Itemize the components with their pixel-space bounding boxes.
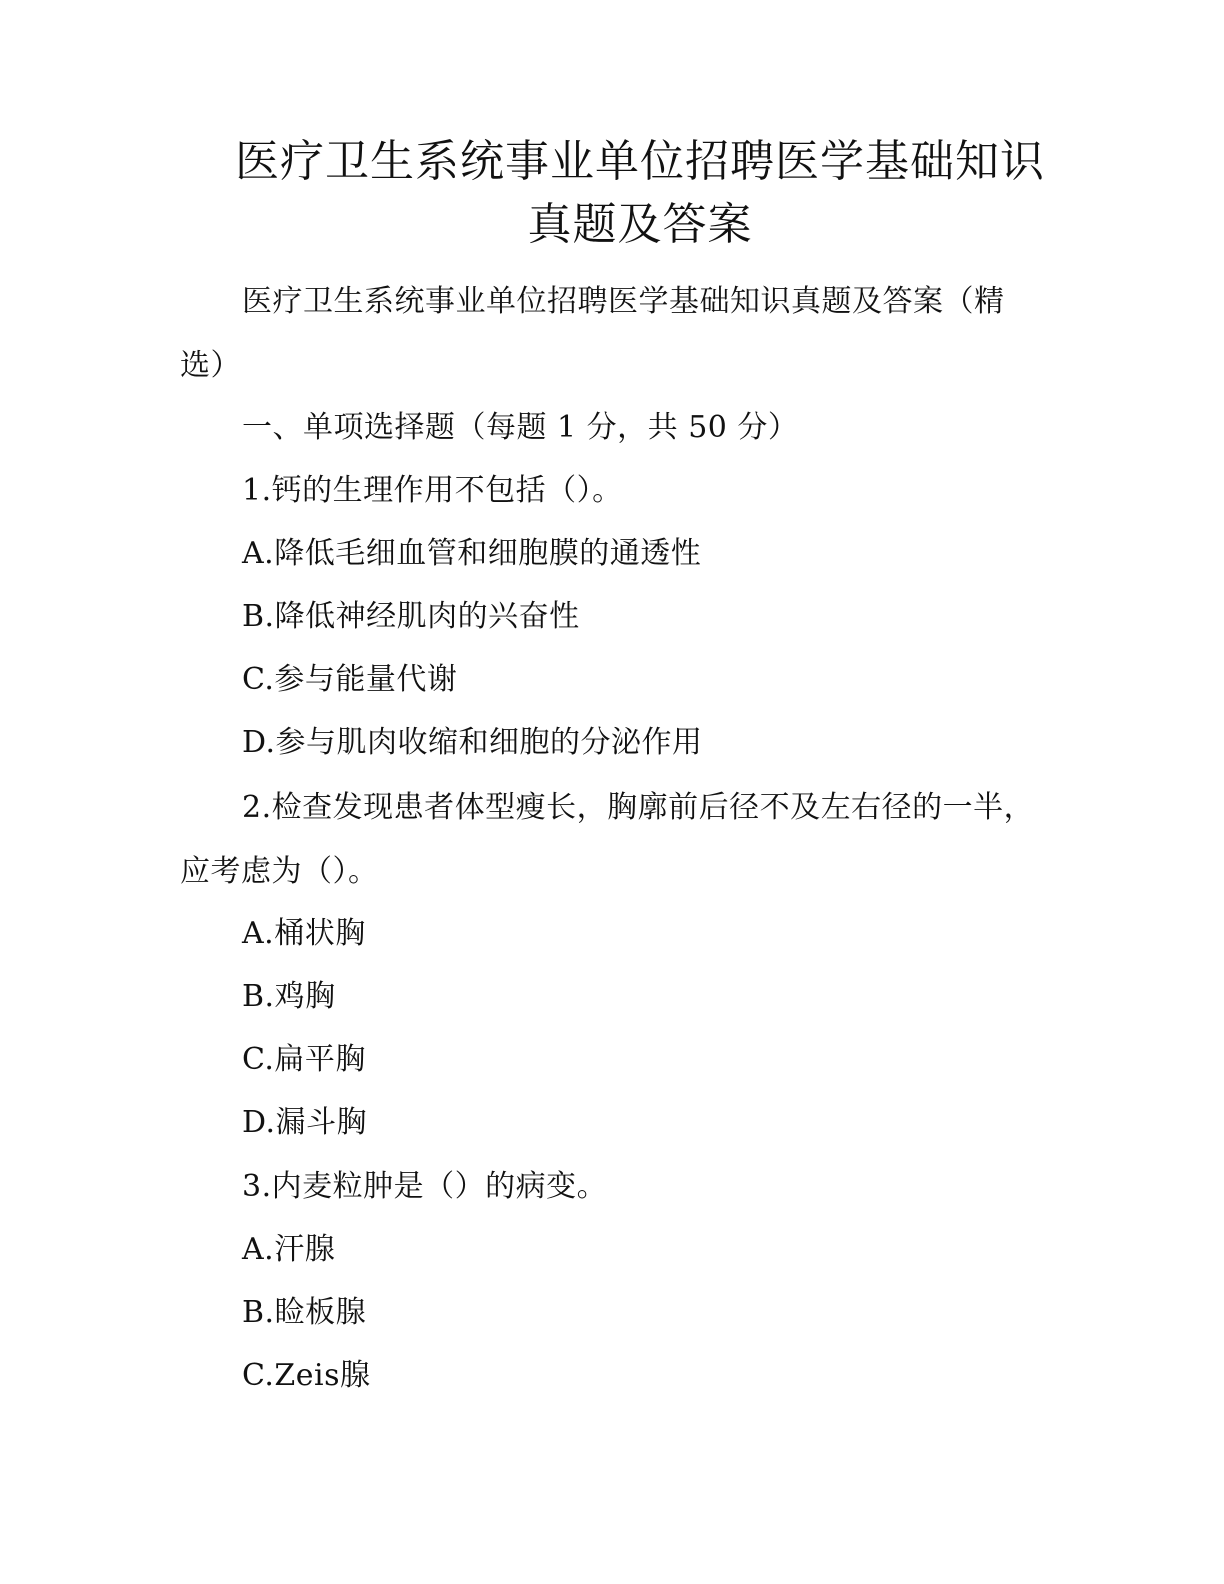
question-3-option-c: C.Zeis腺 — [242, 1358, 371, 1393]
question-2-option-a: A.桶状胸 — [242, 916, 366, 951]
question-1-stem: 1.钙的生理作用不包括（）。 — [242, 473, 623, 508]
question-1-option-b: B.降低神经肌肉的兴奋性 — [242, 599, 580, 634]
question-1-option-c: C.参与能量代谢 — [242, 662, 458, 697]
question-3-option-b: B.睑板腺 — [242, 1295, 367, 1330]
question-2-option-d: D.漏斗胸 — [242, 1105, 368, 1140]
question-2-stem: 2.检查发现患者体型瘦长，胸廓前后径不及左右径的一半，应考虑为（）。 — [180, 790, 1035, 889]
question-3-stem: 3.内麦粒肿是（）的病变。 — [242, 1169, 608, 1204]
section-heading: 一、单项选择题（每题 1 分，共 50 分） — [242, 410, 799, 445]
document-title-line-2: 真题及答案 — [527, 199, 753, 250]
question-2-option-c: C.扁平胸 — [242, 1042, 366, 1077]
question-1-option-d: D.参与肌肉收缩和细胞的分泌作用 — [242, 725, 703, 760]
document-title-line-1: 医疗卫生系统事业单位招聘医学基础知识 — [235, 136, 1045, 187]
question-1-option-a: A.降低毛细血管和细胞膜的通透性 — [242, 536, 702, 571]
question-3-option-a: A.汗腺 — [242, 1232, 336, 1267]
document-subtitle: 医疗卫生系统事业单位招聘医学基础知识真题及答案（精选） — [180, 284, 1005, 383]
question-2-option-b: B.鸡胸 — [242, 979, 336, 1014]
